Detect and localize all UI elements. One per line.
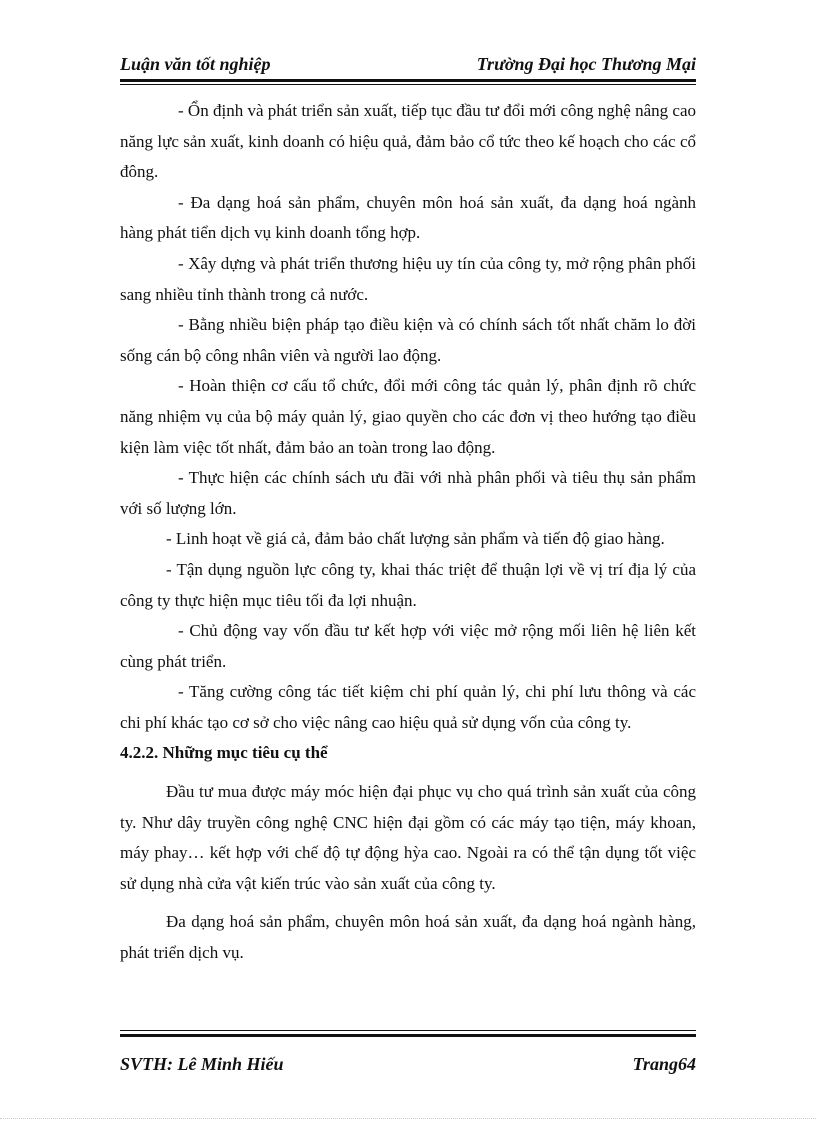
- header-university-label: Trường Đại học Thương Mại: [476, 54, 696, 74]
- body-paragraph: - Thực hiện các chính sách ưu đãi với nhà phân phối và tiêu thụ sản phẩm với số lượng lớn.: [120, 468, 696, 518]
- section-heading: 4.2.2. Những mục tiêu cụ thể: [120, 743, 328, 763]
- header-thesis-label: Luận văn tốt nghiệp: [120, 54, 271, 74]
- footer-page-number: Trang64: [632, 1054, 696, 1074]
- body-paragraph: - Tăng cường công tác tiết kiệm chi phí quản lý, chi phí lưu thông và các chi phí khác tạo cơ sở cho việc nâng cao hiệu quả sử dụng vốn của công ty.: [120, 682, 696, 732]
- footer-rule-thin: [120, 1030, 696, 1031]
- body-paragraph: - Đa dạng hoá sản phẩm, chuyên môn hoá sản xuất, đa dạng hoá ngành hàng phát tiển dịch vụ kinh doanh tổng hợp.: [120, 192, 696, 243]
- body-paragraph: - Xây dựng và phát triển thương hiệu uy tín của công ty, mở rộng phân phối sang nhiều tỉnh thành trong cả nước.: [120, 253, 696, 304]
- section-paragraph: Đầu tư mua được máy móc hiện đại phục vụ cho quá trình sản xuất của công ty. Như dây truyền công nghệ CNC hiện đại gồm có các máy tạo tiện, máy khoan, máy phay… kết hợp với chế độ tự động hỳa cao. Ngoài ra có thể tận dụng tốt việc sử dụng nhà cửa vật kiến trúc vào sản xuất của công ty.: [120, 782, 696, 893]
- page-footer: [120, 1050, 696, 1078]
- header-rule-thin: [120, 84, 696, 85]
- header-rule-thick: [120, 79, 696, 82]
- body-paragraph: - Bằng nhiều biện pháp tạo điều kiện và có chính sách tốt nhất chăm lo đời sống cán bộ công nhân viên và người lao động.: [120, 315, 696, 365]
- body-paragraph: - Ổn định và phát triển sản xuất, tiếp tục đầu tư đổi mới công nghệ nâng cao năng lực sản xuất, kinh doanh có hiệu quả, đảm bảo cổ tức theo kế hoạch cho các cổ đông.: [120, 101, 696, 182]
- footer-author-label: SVTH: Lê Minh Hiếu: [120, 1054, 284, 1074]
- body-content: [120, 96, 696, 969]
- body-paragraph: - Hoàn thiện cơ cấu tổ chức, đổi mới công tác quản lý, phân định rõ chức năng nhiệm vụ của bộ máy quản lý, giao quyền cho các đơn vị theo hướng tạo điều kiện làm việc tốt nhất, đảm bảo an toàn trong lao động.: [120, 376, 696, 457]
- page-header: [120, 50, 696, 78]
- section-paragraph: Đa dạng hoá sản phẩm, chuyên môn hoá sản xuất, đa dạng hoá ngành hàng, phát triển dịch vụ.: [120, 912, 696, 963]
- page-bottom-edge: [0, 1118, 816, 1120]
- body-paragraph: - Chủ động vay vốn đầu tư kết hợp với việc mở rộng mối liên hệ liên kết cùng phát triển.: [120, 621, 696, 671]
- body-paragraph: - Linh hoạt về giá cả, đảm bảo chất lượng sản phẩm và tiến độ giao hàng.: [166, 529, 665, 549]
- footer-rule-thick: [120, 1034, 696, 1037]
- body-paragraph: - Tận dụng nguồn lực công ty, khai thác triệt để thuận lợi về vị trí địa lý của công ty thực hiện mục tiêu tối đa lợi nhuận.: [120, 559, 696, 610]
